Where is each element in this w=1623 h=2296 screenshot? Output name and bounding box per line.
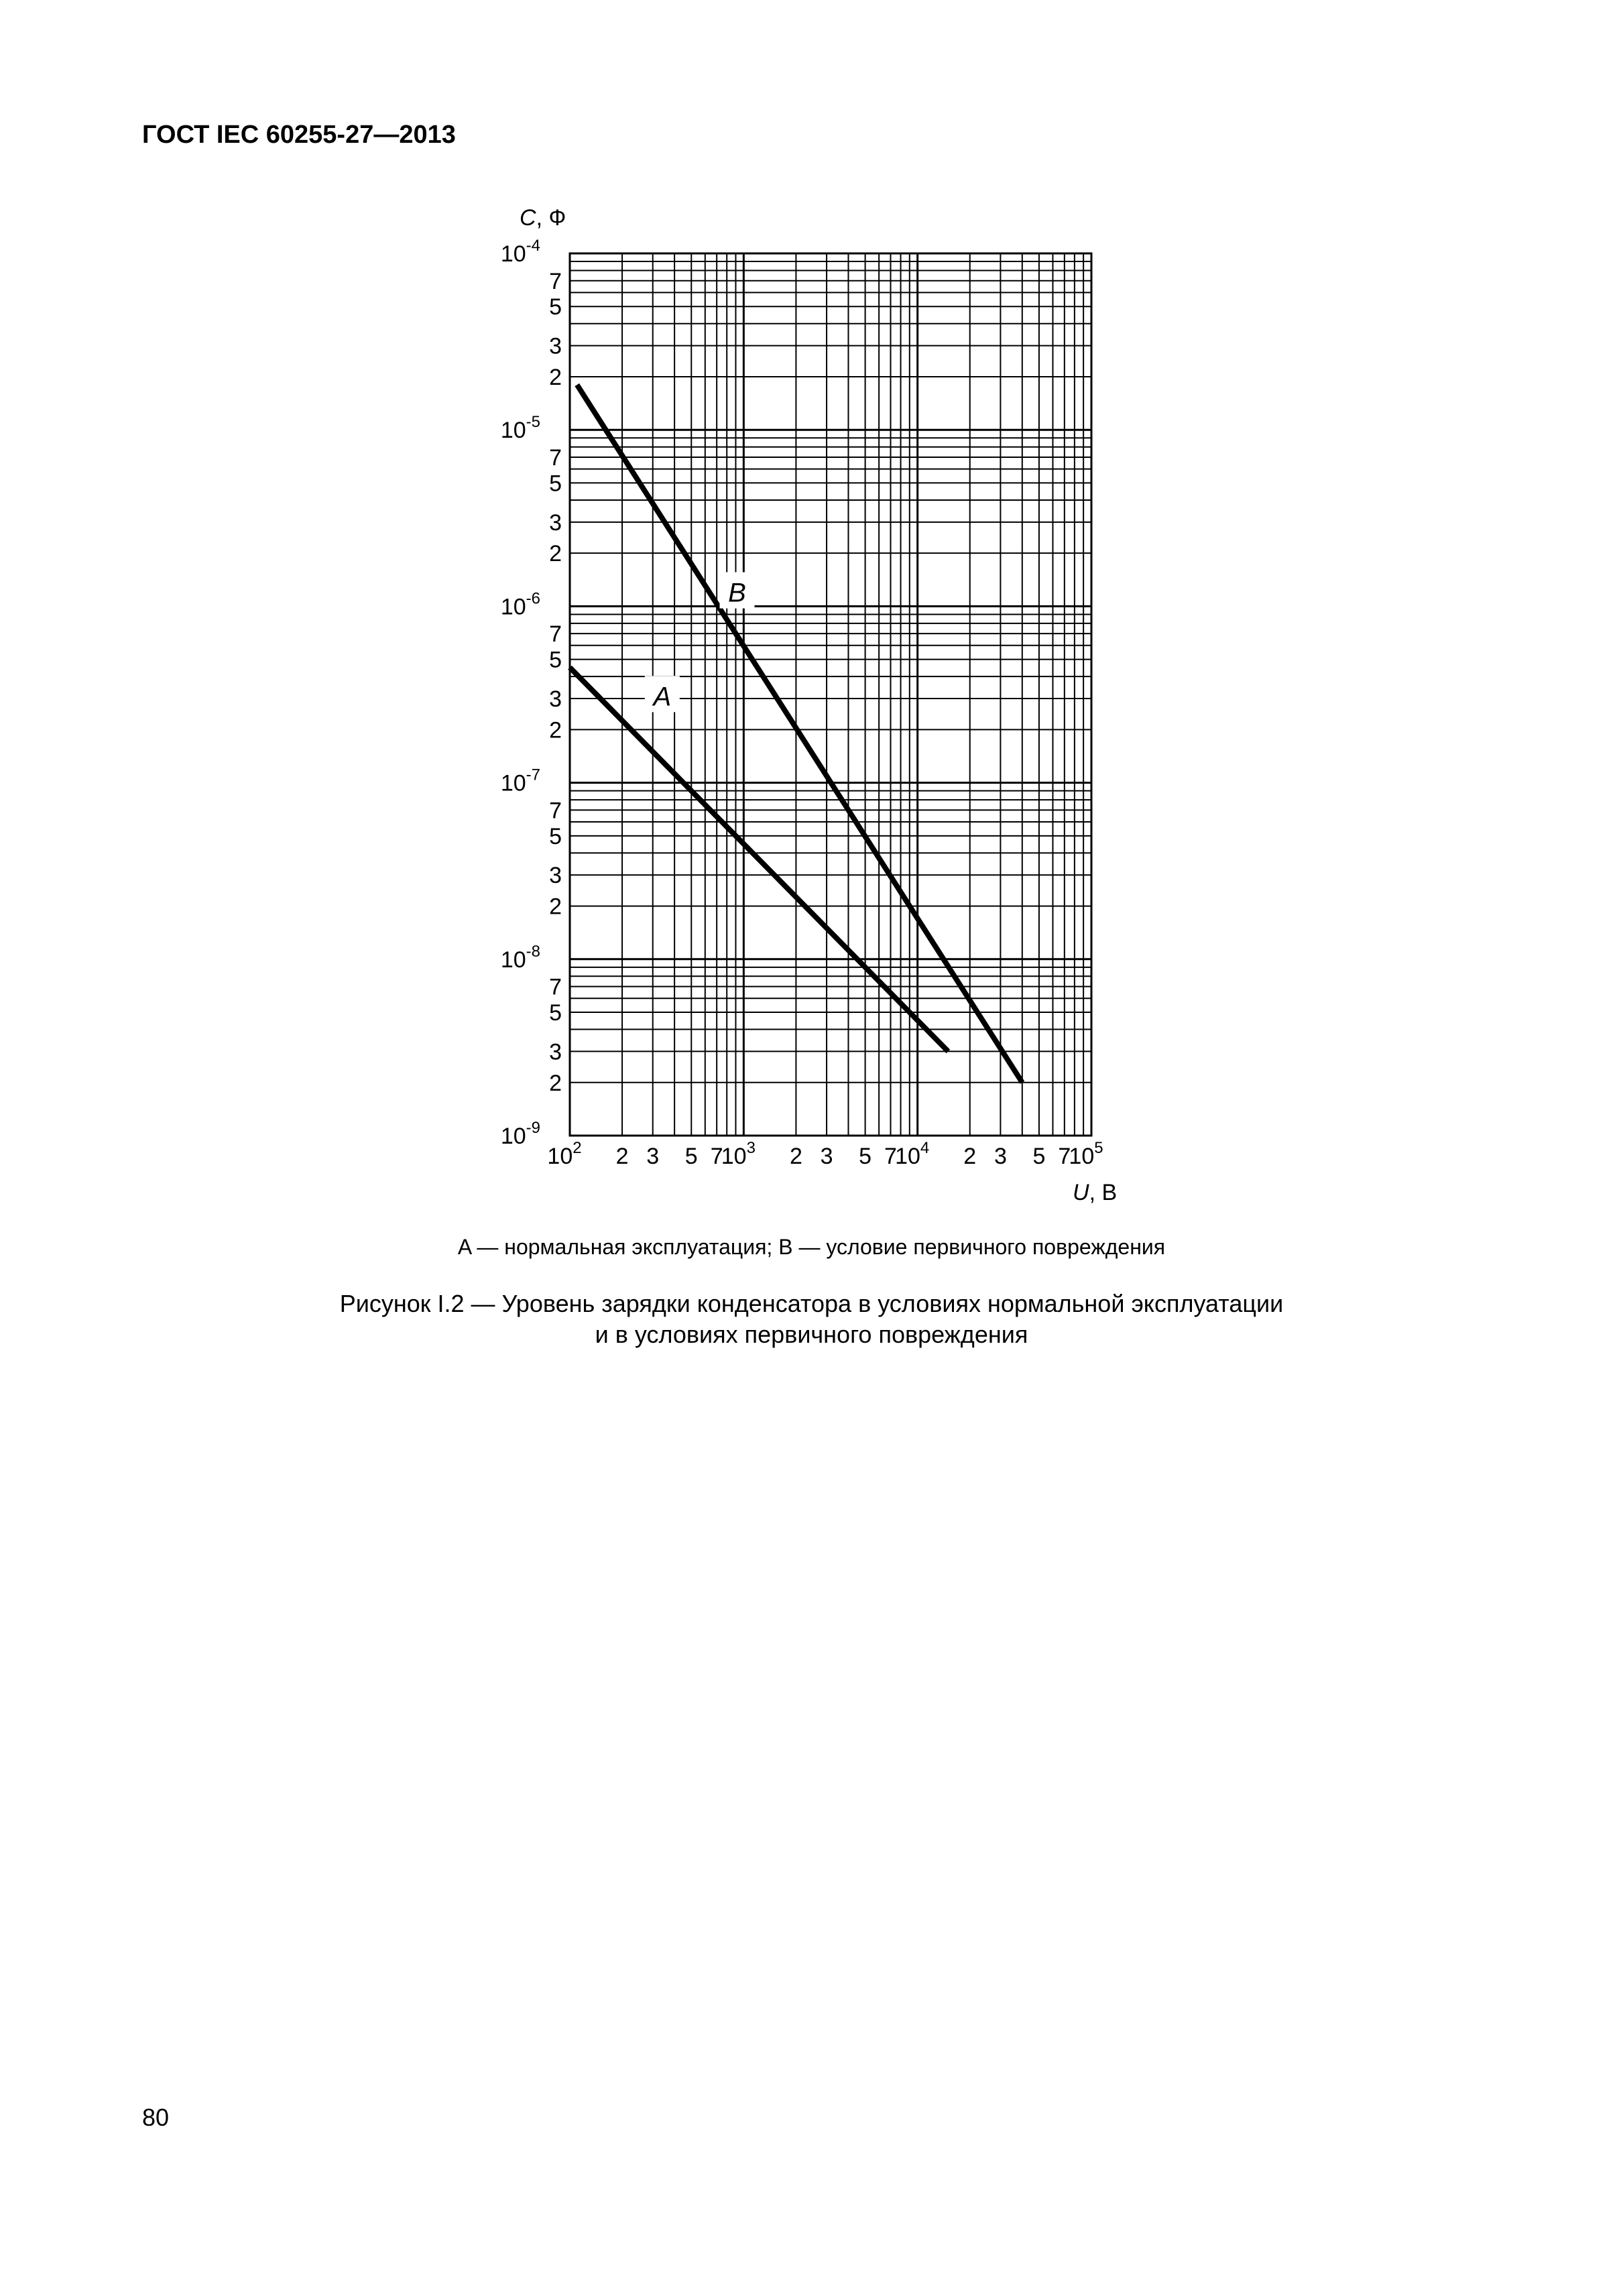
- document-header: ГОСТ IEC 60255-27—2013: [142, 121, 456, 149]
- series-line-b: [577, 385, 1022, 1083]
- y-tick-label: $10^{-7}$: [500, 766, 540, 796]
- y-tick-label: 2: [549, 541, 562, 567]
- x-axis-label: U, В: [1073, 1180, 1118, 1205]
- figure-legend: A — нормальная эксплуатация; B — условие первичного повреждения: [457, 1235, 1166, 1259]
- page-number: 80: [142, 2104, 170, 2131]
- x-tick-label: 5: [684, 1144, 698, 1169]
- x-tick-label: 7: [884, 1144, 897, 1169]
- figure-caption: [0, 1288, 1623, 1350]
- y-tick-label: 5: [549, 823, 562, 849]
- x-tick-label: 7: [710, 1144, 723, 1169]
- y-tick-label: $10^{-8}$: [500, 942, 540, 973]
- x-tick-label: 2: [963, 1144, 977, 1169]
- y-axis-label: C, Ф: [520, 205, 566, 231]
- y-tick-label: 2: [549, 364, 562, 390]
- x-tick-label: 3: [994, 1144, 1007, 1169]
- y-tick-label: 3: [549, 509, 562, 536]
- y-tick-label: 2: [549, 717, 562, 743]
- x-tick-label: 3: [820, 1144, 833, 1169]
- y-tick-label: 5: [549, 647, 562, 673]
- figure-caption-line-2: и в условиях первичного повреждения: [595, 1321, 1028, 1348]
- y-tick-label: 7: [549, 268, 562, 294]
- y-tick-label: 3: [549, 863, 562, 889]
- y-tick-label: 7: [549, 798, 562, 824]
- x-tick-label: $10^2$: [547, 1139, 582, 1169]
- series-line-a: [570, 668, 948, 1052]
- figure-caption-line-1: Рисунок I.2 — Уровень зарядки конденсатора в условиях нормальной эксплуатации: [339, 1290, 1284, 1317]
- x-tick-label: 7: [1058, 1144, 1071, 1169]
- x-tick-label: 5: [1032, 1144, 1046, 1169]
- series-label-b: B: [728, 578, 746, 608]
- y-tick-label: $10^{-5}$: [500, 413, 540, 444]
- y-tick-label: $10^{-9}$: [500, 1119, 540, 1149]
- y-tick-label: 3: [549, 1039, 562, 1065]
- x-tick-label: $10^4$: [895, 1139, 930, 1169]
- x-tick-label: 2: [615, 1144, 629, 1169]
- y-tick-label: 2: [549, 1070, 562, 1096]
- x-tick-label: 2: [789, 1144, 802, 1169]
- y-tick-label: 7: [549, 621, 562, 648]
- y-tick-label: 7: [549, 974, 562, 1000]
- y-tick-label: 3: [549, 686, 562, 713]
- y-tick-label: 2: [549, 894, 562, 920]
- x-tick-label: $10^5$: [1069, 1139, 1103, 1169]
- x-tick-label: 5: [859, 1144, 872, 1169]
- x-tick-label: 3: [646, 1144, 660, 1169]
- series-label-a: A: [653, 682, 672, 712]
- y-tick-label: 5: [549, 471, 562, 497]
- x-tick-label: $10^3$: [721, 1139, 756, 1169]
- y-tick-label: 3: [549, 333, 562, 359]
- y-tick-label: 7: [549, 444, 562, 471]
- y-tick-label: $10^{-6}$: [500, 589, 540, 620]
- y-tick-label: $10^{-4}$: [500, 237, 540, 267]
- y-tick-label: 5: [549, 294, 562, 320]
- y-tick-label: 5: [549, 1000, 562, 1026]
